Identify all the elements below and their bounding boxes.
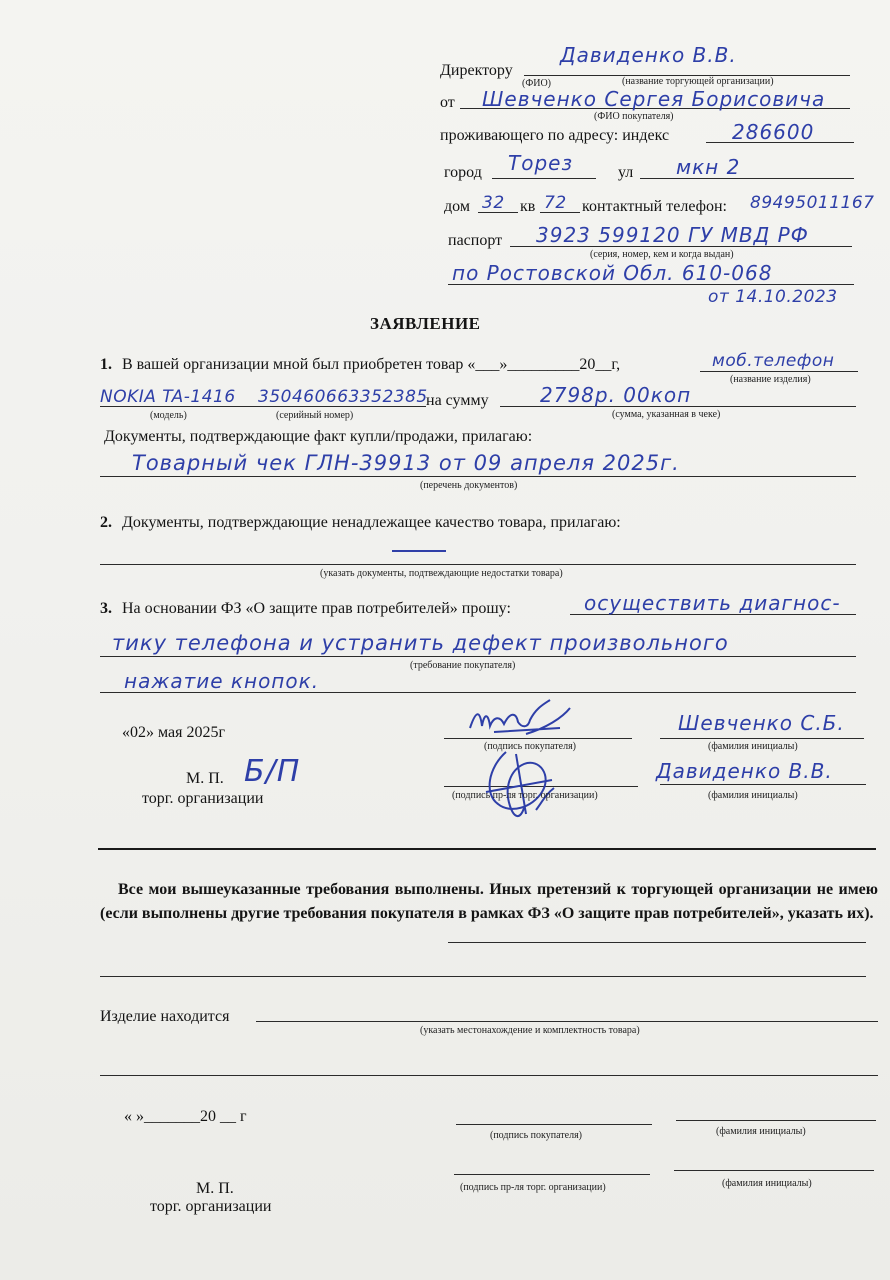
section3-value-3: нажатие кнопок.	[124, 669, 320, 693]
buyer-name-value: Шевченко С.Б.	[678, 711, 845, 735]
phone-value: 89495011167	[750, 193, 875, 213]
city-label: город	[444, 164, 482, 181]
index-value: 286600	[732, 120, 815, 144]
completion-buyer-sign-caption: (подпись покупателя)	[490, 1130, 583, 1141]
house-label: дом	[444, 198, 470, 215]
passport-label: паспорт	[448, 232, 503, 249]
location-line	[256, 1021, 878, 1022]
phone-label: контактный телефон:	[582, 198, 727, 215]
completion-line-2	[100, 976, 866, 977]
city-line	[492, 178, 596, 179]
docs-text: Документы, подтверждающие факт купли/продажи, прилагаю:	[104, 428, 533, 445]
director-label: Директору	[440, 62, 513, 79]
section3-value-2: тику телефона и устранить дефект произвольного	[112, 631, 729, 655]
address-label: проживающего по адресу: индекс	[440, 127, 670, 144]
section3-line-2	[100, 656, 856, 657]
seller-name-value: Давиденко В.В.	[656, 759, 833, 783]
seller-signature	[480, 748, 560, 822]
apt-value: 72	[544, 193, 567, 213]
product-value: моб.телефон	[712, 351, 835, 371]
buyer-caption: (ФИО покупателя)	[594, 111, 674, 122]
sum-label: на сумму	[426, 392, 489, 409]
org-label: торг. организации	[142, 790, 264, 807]
completion-org-label: торг. организации	[150, 1198, 272, 1215]
director-value: Давиденко В.В.	[560, 43, 737, 67]
fio-caption: (ФИО)	[522, 78, 552, 89]
section2-dash	[392, 550, 446, 552]
section3-number: 3.	[100, 600, 112, 617]
completion-line-1	[448, 942, 866, 943]
section1-number: 1.	[100, 356, 112, 373]
location-caption: (указать местонахождение и комплектность товара)	[420, 1025, 640, 1036]
section2-caption: (указать документы, подтвеждающие недостатки товара)	[320, 568, 563, 579]
serial-caption: (серийный номер)	[276, 410, 354, 421]
model-caption: (модель)	[150, 410, 187, 421]
completion-seller-sign-line	[454, 1174, 650, 1175]
separator-line	[98, 848, 876, 850]
from-label: от	[440, 94, 455, 111]
completion-mp-label: М. П.	[196, 1180, 234, 1197]
section2-number: 2.	[100, 514, 112, 531]
seller-name-caption: (фамилия инициалы)	[708, 790, 798, 801]
serial-value: 350460663352385	[258, 387, 428, 407]
city-value: Торез	[508, 151, 574, 175]
buyer-value: Шевченко Сергея Борисовича	[482, 87, 826, 111]
section3-caption: (требование покупателя)	[410, 660, 516, 671]
passport-value-2: по Ростовской Обл. 610-068	[452, 261, 773, 285]
product-caption: (название изделия)	[730, 374, 811, 385]
location-label: Изделие находится	[100, 1008, 230, 1025]
section3-text: На основании ФЗ «О защите прав потребителей» прошу:	[122, 600, 511, 617]
section3-value-1: осуществить диагнос-	[584, 591, 841, 615]
street-line	[640, 178, 854, 179]
sum-caption: (сумма, указанная в чеке)	[612, 409, 721, 420]
passport-value-3: от 14.10.2023	[708, 287, 838, 307]
sum-value: 2798р. 00коп	[540, 383, 692, 407]
section2-line	[100, 564, 856, 565]
location-line-2	[100, 1075, 878, 1076]
street-value: мкн 2	[676, 155, 741, 179]
docs-value: Товарный чек ГЛН-39913 от 09 апреля 2025г.	[132, 451, 680, 475]
mp-label: М. П.	[186, 770, 224, 787]
house-value: 32	[482, 193, 505, 213]
completion-date: « »_______20 __ г	[124, 1108, 247, 1125]
section1-text: В вашей организации мной был приобретен товар «___»_________20__г,	[122, 356, 621, 373]
mp-value: Б/П	[244, 754, 301, 789]
seller-sign-caption: (подпись пр-ля торг. организации)	[452, 790, 598, 801]
buyer-name-caption: (фамилия инициалы)	[708, 741, 798, 752]
completion-seller-sign-caption: (подпись пр-ля торг. организации)	[460, 1182, 606, 1193]
passport-value: 3923 599120 ГУ МВД РФ	[536, 223, 809, 247]
buyer-sign-caption: (подпись покупателя)	[484, 741, 577, 752]
signature-date: «02» мая 2025г	[122, 724, 226, 741]
model-value: NOKIA TA-1416	[100, 387, 236, 407]
docs-caption: (перечень документов)	[420, 480, 518, 491]
docs-line	[100, 476, 856, 477]
completion-paragraph: Все мои вышеуказанные требования выполнены. Иных претензий к торгующей организации не имею (если выполнены другие требования покупателя в рамках ФЗ «О защите прав потребителей», указать их).	[100, 881, 878, 922]
street-label: ул	[618, 164, 634, 181]
apt-label: кв	[520, 198, 536, 215]
buyer-name-line	[660, 738, 864, 739]
buyer-signature	[466, 698, 586, 742]
document-title: ЗАЯВЛЕНИЕ	[370, 314, 481, 333]
completion-seller-name-caption: (фамилия инициалы)	[722, 1178, 812, 1189]
seller-name-line	[660, 784, 866, 785]
completion-buyer-sign-line	[456, 1124, 652, 1125]
completion-buyer-name-caption: (фамилия инициалы)	[716, 1126, 806, 1137]
org-caption: (название торгующей организации)	[622, 76, 774, 87]
completion-buyer-name-line	[676, 1120, 876, 1121]
completion-seller-name-line	[674, 1170, 874, 1171]
section2-text: Документы, подтверждающие ненадлежащее качество товара, прилагаю:	[122, 514, 621, 531]
passport-caption: (серия, номер, кем и когда выдан)	[590, 249, 734, 260]
